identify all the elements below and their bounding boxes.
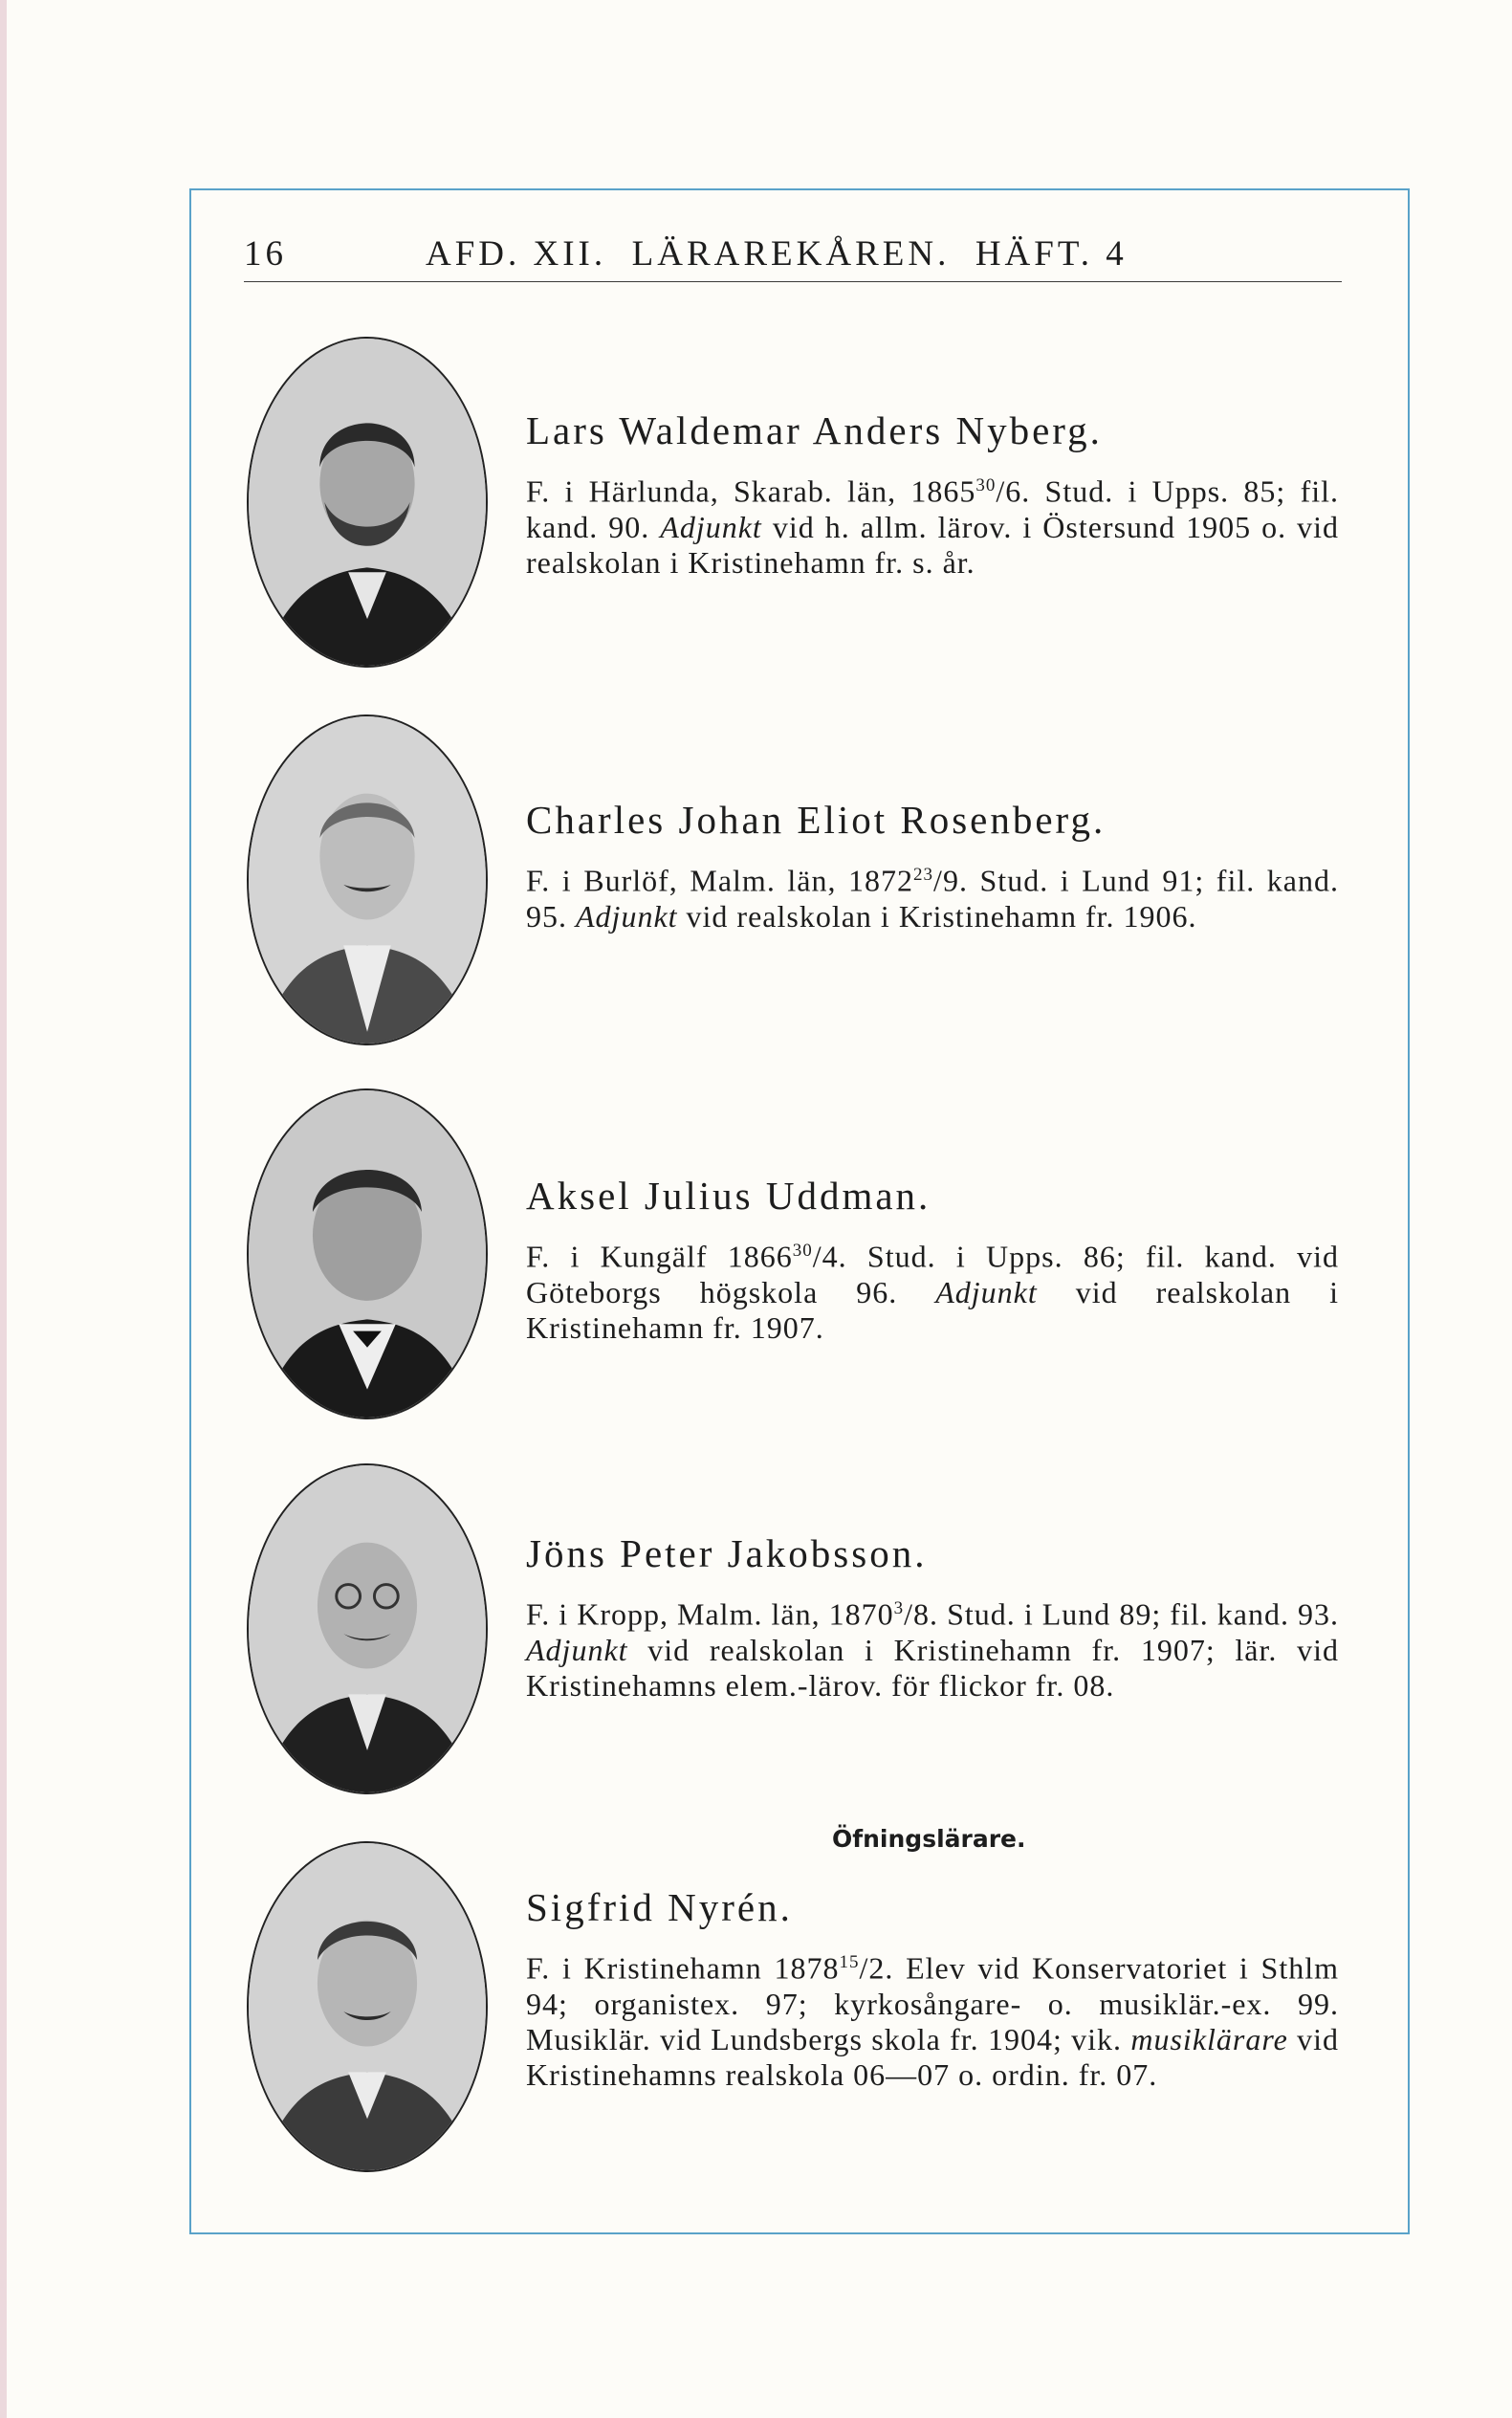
person-name: Jöns Peter Jakobsson. xyxy=(526,1531,928,1575)
biography-text: F. i Burlöf, Malm. län, 1872$^{23}$/9. Stud. i Lund 91; fil. kand. 95. Adjunkt vid realskolan i Kristinehamn fr. 1906. xyxy=(526,863,1340,934)
page-number: 16 xyxy=(244,234,287,274)
portrait-photo xyxy=(247,714,488,1045)
person-name: Lars Waldemar Anders Nyberg. xyxy=(526,408,1103,452)
biography-entry xyxy=(526,1532,1339,1704)
biography-entry xyxy=(526,1175,1339,1346)
section-heading: Öfningslärare. xyxy=(832,1825,1026,1853)
portrait-photo xyxy=(247,1841,488,2172)
biography-entry xyxy=(526,409,1339,581)
biography-text: F. i Härlunda, Skarab. län, 1865$^{30}$/6. Stud. i Upps. 85; fil. kand. 90. Adjunkt vid h. allm. lärov. i Östersund 1905 o. vid realskolan i Kristinehamn fr. s. år. xyxy=(526,473,1340,580)
biography-text: F. i Kristinehamn 1878$^{15}$/2. Elev vid Konservatoriet i Sthlm 94; organistex. 97; kyrkosångare- o. musiklär.-ex. 99. Musiklär. vid Lundsbergs skola fr. 1904; vik. musiklärare vid Kristinehamns realskola 06—07 o. ordin. fr. 07. xyxy=(526,1950,1340,2092)
biography-entry xyxy=(526,799,1339,934)
page-edge xyxy=(0,0,7,2418)
biography-entry xyxy=(526,1886,1339,2093)
portrait-photo xyxy=(247,337,488,668)
portrait-photo xyxy=(247,1088,488,1419)
biography-text: F. i Kungälf 1866$^{30}$/4. Stud. i Upps. 86; fil. kand. vid Göteborgs högskola 96. Adjunkt vid realskolan i Kristinehamn fr. 1907. xyxy=(526,1239,1340,1345)
person-name: Aksel Julius Uddman. xyxy=(526,1174,931,1218)
person-name: Charles Johan Eliot Rosenberg. xyxy=(526,798,1107,842)
portrait-photo xyxy=(247,1463,488,1794)
running-header xyxy=(244,228,1342,282)
biography-text: F. i Kropp, Malm. län, 1870$^3$/8. Stud. i Lund 89; fil. kand. 93. Adjunkt vid realskolan i Kristinehamn fr. 1907; lär. vid Kristinehamns elem.-lärov. för flickor fr. 08. xyxy=(526,1596,1340,1703)
person-name: Sigfrid Nyrén. xyxy=(526,1885,793,1929)
running-head-title: AFD. XII. LÄRAREKÅREN. HÄFT. 4 xyxy=(426,234,1128,274)
